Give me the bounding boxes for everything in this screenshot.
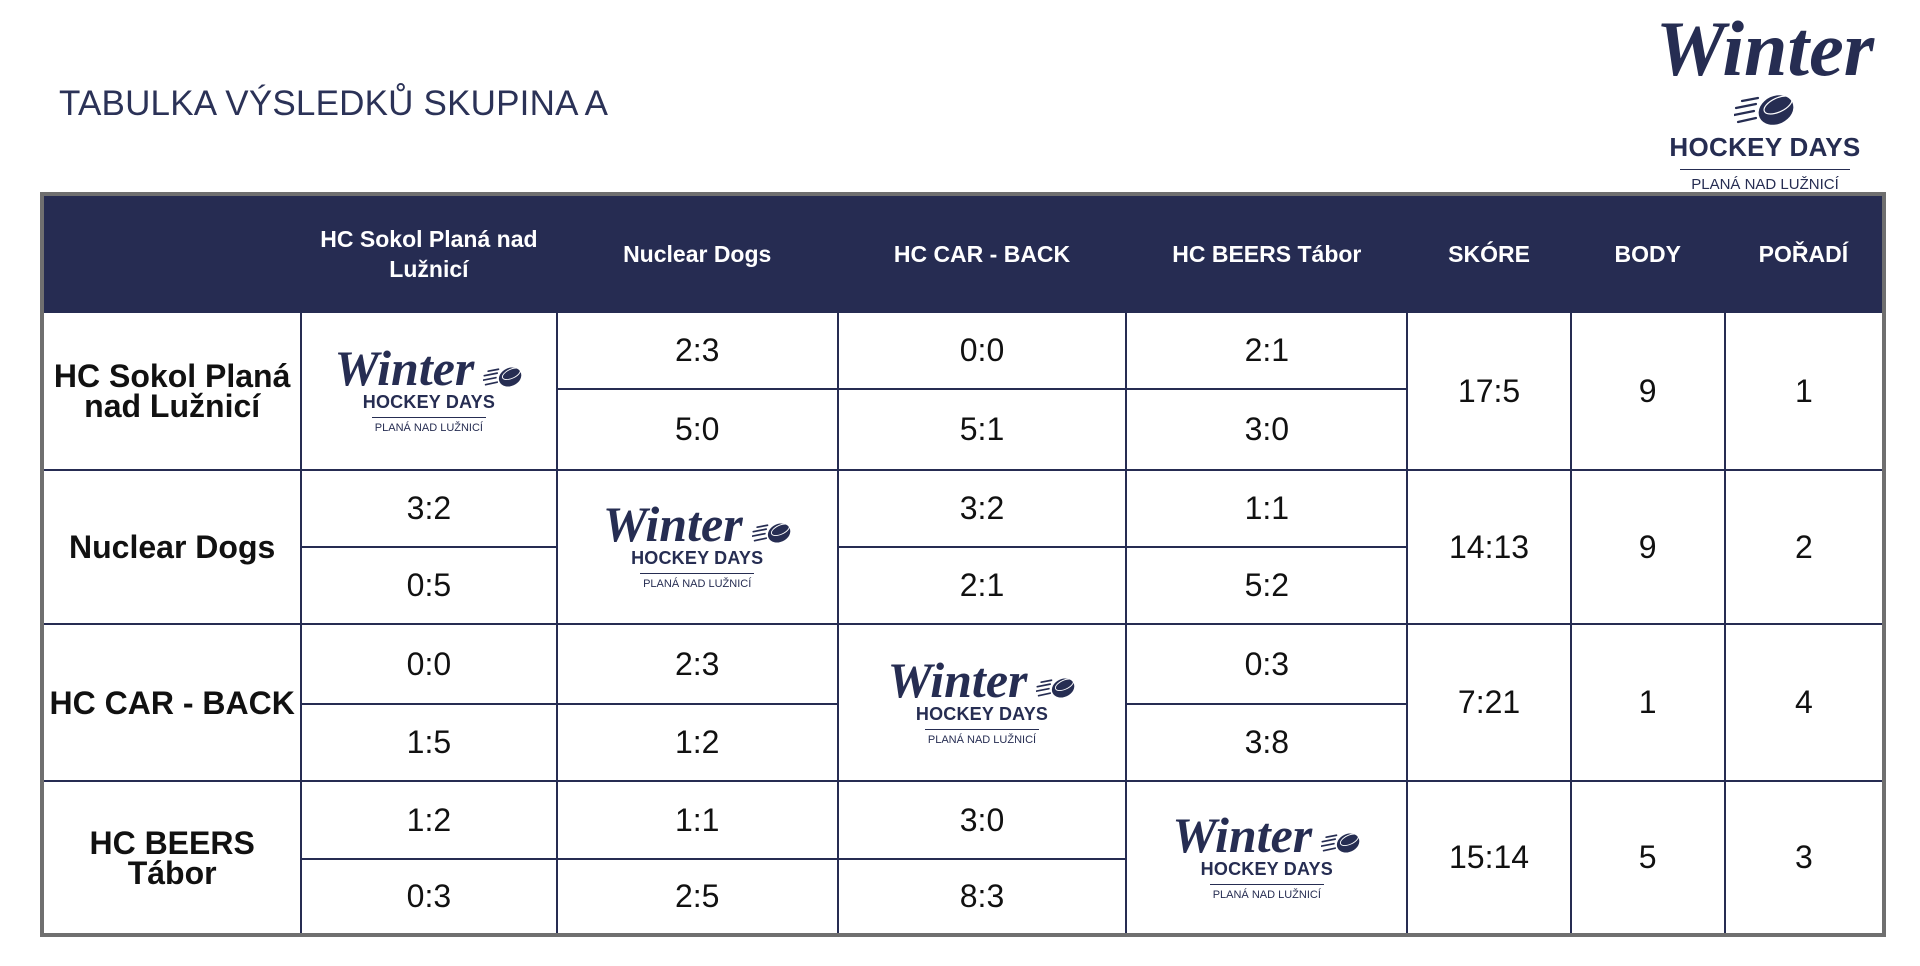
row-team-name: Nuclear Dogs	[42, 470, 301, 624]
match-score-second: 0:3	[301, 859, 556, 935]
total-score: 7:21	[1407, 624, 1570, 781]
logo-divider	[372, 417, 486, 418]
rank-position: 2	[1725, 470, 1884, 624]
total-score: 17:5	[1407, 312, 1570, 470]
total-score: 14:13	[1407, 470, 1570, 624]
match-score-second: 2:5	[557, 859, 838, 935]
match-score-second: 5:1	[838, 389, 1126, 470]
match-score-first: 3:2	[838, 470, 1126, 547]
table-row	[42, 624, 1884, 704]
logo-location: PLANÁ NAD LUŽNICÍ	[643, 578, 752, 590]
match-score-first: 2:3	[557, 312, 838, 389]
logo-divider	[640, 573, 754, 574]
match-score-second: 1:5	[301, 704, 556, 781]
match-score-first: 0:0	[838, 312, 1126, 389]
match-score-second: 8:3	[838, 859, 1126, 935]
logo-location: PLANÁ NAD LUŽNICÍ	[374, 422, 483, 434]
match-score-second: 1:2	[557, 704, 838, 781]
hockey-puck-icon	[1321, 828, 1361, 858]
match-score-second: 2:1	[838, 547, 1126, 624]
header-corner	[42, 194, 301, 312]
rank-position: 1	[1725, 312, 1884, 470]
total-points: 9	[1571, 312, 1725, 470]
header-team-car-back: HC CAR - BACK	[838, 194, 1126, 312]
logo-subtitle: HOCKEY DAYS	[631, 548, 764, 568]
logo-divider	[1680, 169, 1850, 170]
total-score: 15:14	[1407, 781, 1570, 935]
table-header-row	[42, 194, 1884, 312]
header-team-sokol: HC Sokol Planá nad Lužnicí	[301, 194, 556, 312]
table-row	[42, 781, 1884, 859]
match-score-first: 2:1	[1126, 312, 1407, 389]
match-score-second: 0:5	[301, 547, 556, 624]
rank-position: 4	[1725, 624, 1884, 781]
total-points: 9	[1571, 470, 1725, 624]
match-score-second: 3:0	[1126, 389, 1407, 470]
logo-location: PLANÁ NAD LUŽNICÍ	[927, 733, 1037, 746]
row-team-name: HC Sokol Planá nad Lužnicí	[42, 312, 301, 470]
match-score-first: 0:0	[301, 624, 556, 704]
self-match-logo-cell	[301, 312, 556, 470]
self-match-logo-cell	[557, 470, 838, 624]
self-match-logo-cell	[1126, 781, 1407, 935]
match-score-first: 1:1	[557, 781, 838, 859]
match-score-first: 1:2	[301, 781, 556, 859]
total-points: 5	[1571, 781, 1725, 935]
logo-location: PLANÁ NAD LUŽNICÍ	[1691, 176, 1839, 193]
match-score-first: 3:0	[838, 781, 1126, 859]
row-team-name: HC CAR - BACK	[42, 624, 301, 781]
hockey-puck-icon	[483, 362, 523, 392]
header-team-nuclear-dogs: Nuclear Dogs	[557, 194, 838, 312]
results-table	[40, 192, 1886, 937]
table-row	[42, 470, 1884, 547]
logo-wordmark: Winter	[887, 651, 1028, 708]
total-points: 1	[1571, 624, 1725, 781]
header-points: BODY	[1571, 194, 1725, 312]
hockey-puck-icon	[1036, 673, 1076, 703]
hockey-puck-icon	[752, 518, 792, 548]
match-score-first: 0:3	[1126, 624, 1407, 704]
match-score-second: 3:8	[1126, 704, 1407, 781]
logo-subtitle: HOCKEY DAYS	[362, 392, 496, 412]
row-team-name: HC BEERS Tábor	[42, 781, 301, 935]
hockey-puck-icon	[1734, 88, 1796, 132]
match-score-second: 5:2	[1126, 547, 1407, 624]
header-rank: POŘADÍ	[1725, 194, 1884, 312]
logo-wordmark: Winter	[334, 340, 475, 396]
logo-location: PLANÁ NAD LUŽNICÍ	[1212, 888, 1321, 901]
logo-wordmark: Winter	[1655, 5, 1875, 92]
match-score-first: 2:3	[557, 624, 838, 704]
winter-hockey-days-logo	[329, 340, 529, 434]
logo-divider	[925, 729, 1039, 730]
logo-wordmark: Winter	[1172, 806, 1313, 863]
match-score-first: 3:2	[301, 470, 556, 547]
table-row	[42, 312, 1884, 389]
logo-subtitle: HOCKEY DAYS	[1200, 858, 1333, 879]
winter-hockey-days-logo	[882, 651, 1082, 746]
logo-subtitle: HOCKEY DAYS	[1669, 132, 1861, 162]
page-title: TABULKA VÝSLEDKŮ SKUPINA A	[59, 84, 609, 123]
winter-hockey-days-logo	[597, 496, 797, 590]
logo-divider	[1210, 884, 1324, 885]
winter-hockey-days-logo	[1640, 5, 1890, 193]
header-score: SKÓRE	[1407, 194, 1570, 312]
winter-hockey-days-logo	[1167, 806, 1367, 901]
logo-subtitle: HOCKEY DAYS	[915, 703, 1049, 724]
rank-position: 3	[1725, 781, 1884, 935]
logo-wordmark: Winter	[602, 496, 743, 552]
self-match-logo-cell	[838, 624, 1126, 781]
match-score-first: 1:1	[1126, 470, 1407, 547]
match-score-second: 5:0	[557, 389, 838, 470]
header-team-beers-tabor: HC BEERS Tábor	[1126, 194, 1407, 312]
